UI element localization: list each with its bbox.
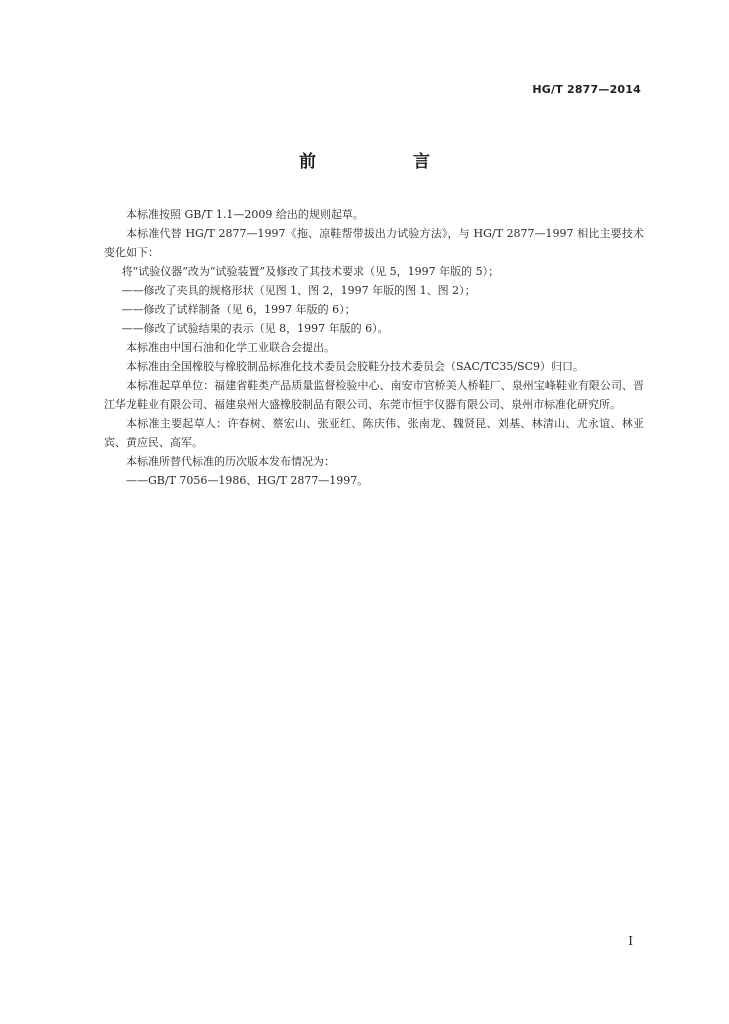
change-item-fixture: ——修改了夹具的规格形状（见图 1、图 2，1997 年版的图 1、图 2）； <box>121 284 476 297</box>
page-number: I <box>628 934 633 948</box>
paragraph-drafting-rules: 本标准按照 GB/T 1.1—2009 给出的规则起草。 <box>126 208 364 221</box>
paragraph-replacement: 本标准代替 HG/T 2877—1997《拖、凉鞋帮带拔出力试验方法》，与 HG/T 2877—1997 相比主要技术变化如下： <box>104 227 644 259</box>
change-item-specimen: ——修改了试样制备（见 6，1997 年版的 6）； <box>121 303 356 316</box>
paragraph-technical-committee: 本标准由全国橡胶与橡胶制品标准化技术委员会胶鞋分技术委员会（SAC/TC35/SC9）归口。 <box>126 360 585 373</box>
paragraph-drafters: 本标准主要起草人：许春树、蔡宏山、张亚红、陈庆伟、张南龙、魏贤昆、刘基、林清山、尤永谊、林亚宾、黄应民、高军。 <box>104 417 644 449</box>
change-item-apparatus: 将“试验仪器”改为“试验装置”及修改了其技术要求（见 5，1997 年版的 5）； <box>121 265 500 278</box>
paragraph-previous-editions-list: ——GB/T 7056—1986、HG/T 2877—1997。 <box>126 474 369 487</box>
standard-code: HG/T 2877—2014 <box>532 83 641 96</box>
page-title: 前 言 <box>299 152 470 172</box>
foreword-body <box>104 205 644 490</box>
paragraph-drafting-units: 本标准起草单位：福建省鞋类产品质量监督检验中心、南安市官桥美人桥鞋厂、泉州宝峰鞋业有限公司、晋江华龙鞋业有限公司、福建泉州大盛橡胶制品有限公司、东莞市恒宇仪器有限公司、泉州市标准化研究所。 <box>104 379 644 411</box>
paragraph-previous-editions: 本标准所替代标准的历次版本发布情况为： <box>126 455 335 468</box>
change-item-results: ——修改了试验结果的表示（见 8，1997 年版的 6）。 <box>121 322 389 335</box>
paragraph-proposed-by: 本标准由中国石油和化学工业联合会提出。 <box>126 341 335 354</box>
